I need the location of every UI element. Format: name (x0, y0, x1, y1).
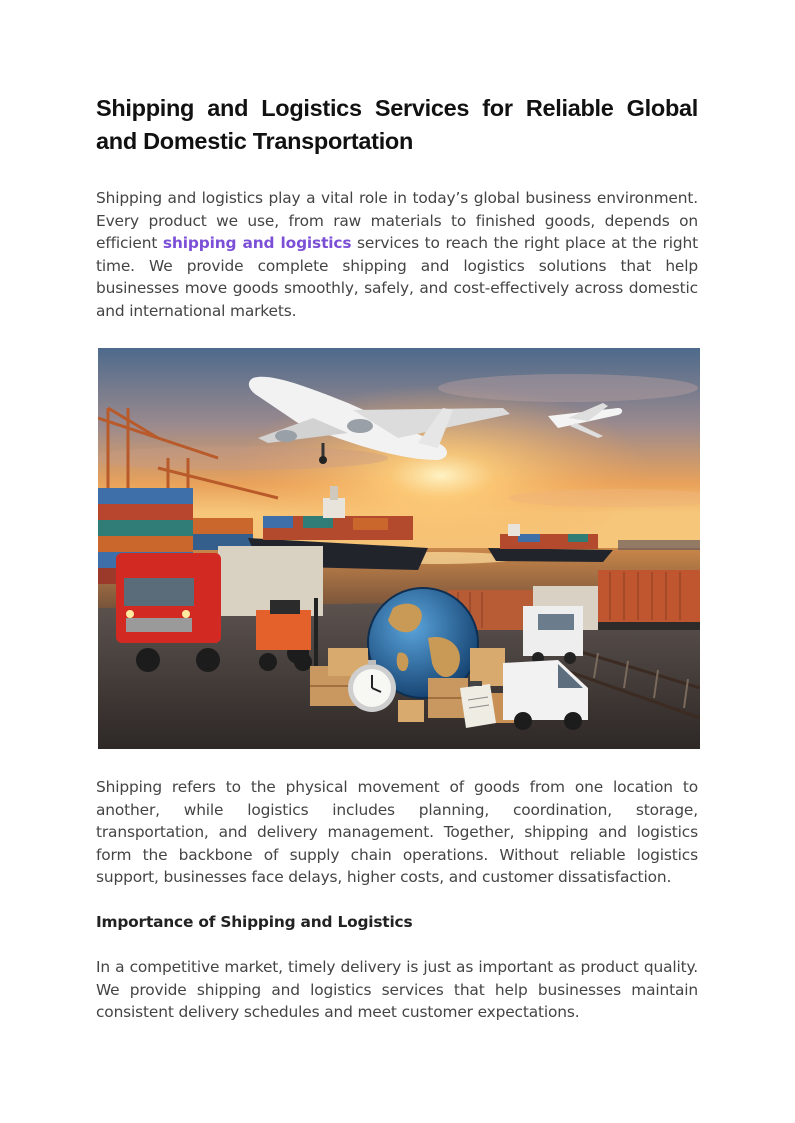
definition-paragraph: Shipping refers to the physical movement of goods from one location to another, while logistics includes planning, coordination, storage, transportation, and delivery management. Together, shipping and logistics form the backbone of supply chain operations. Without reliable logistics support, businesses face delays, higher costs, and customer dissatisfaction. (96, 778, 698, 886)
clipboard-icon (460, 681, 496, 728)
intro-text-before-link: Shipping and logistics play a vital role in today’s global business environment. Every product we use, from raw materials to finished goods, depends on efficient (96, 189, 698, 252)
shipping-logistics-link[interactable]: shipping and logistics (162, 234, 352, 252)
section-heading: Importance of Shipping and Logistics (96, 913, 413, 931)
truck-icon (523, 606, 583, 664)
page-title: Shipping and Logistics Services for Reliable Global and Domestic Transportation (96, 95, 698, 154)
hero-image-shipping-logistics (98, 348, 700, 749)
intro-paragraph (96, 187, 698, 322)
intro-text-after-link: services to reach the right place at the right time. We provide complete shipping and logistics solutions that help businesses move goods smoothly, safely, and cost-effectively across domestic and international markets. (96, 234, 698, 320)
importance-paragraph: In a competitive market, timely delivery is just as important as product quality. We provide shipping and logistics services that help businesses maintain consistent delivery schedules and meet customer expectations. (96, 958, 698, 1021)
